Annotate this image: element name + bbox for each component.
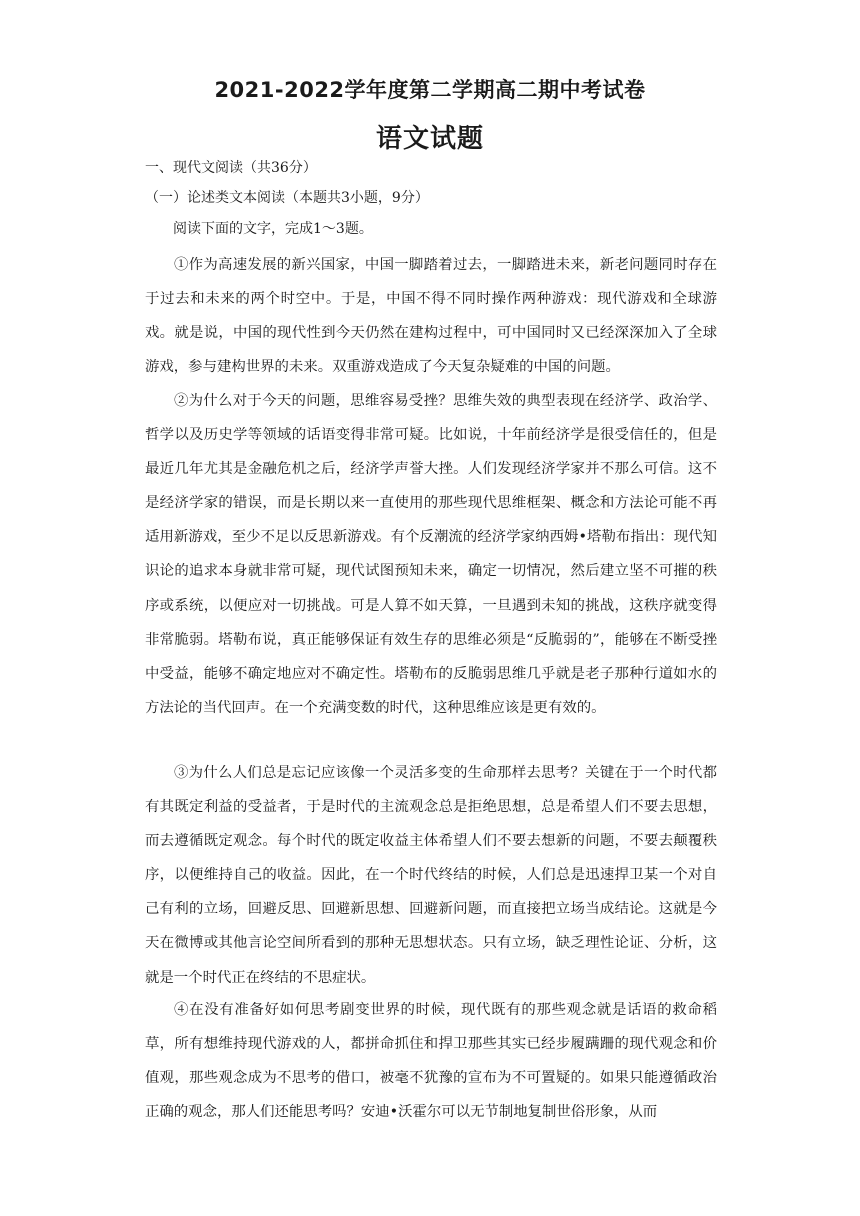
- passage-paragraph-2: ②为什么对于今天的问题，思维容易受挫？思维失效的典型表现在经济学、政治学、哲学以及历史学等领域的话语变得非常可疑。比如说，十年前经济学是很受信任的，但是最近几年尤其是金融危机之后，经济学声誉大挫。人们发现经济学家并不那么可信。这不是经济学家的错误，而是长期以来一直使用的那些现代思维框架、概念和方法论可能不再适用新游戏，至少不足以反思新游戏。有个反潮流的经济学家纳西姆•塔勒布指出：现代知识论的追求本身就非常可疑，现代试图预知未来，确定一切情况，然后建立坚不可摧的秩序或系统，以便应对一切挑战。可是人算不如天算，一旦遇到未知的挑战，这秩序就变得非常脆弱。塔勒布说，真正能够保证有效生存的思维必须是“反脆弱的”，能够在不断受挫中受益，能够不确定地应对不确定性。塔勒布的反脆弱思维几乎就是老子那种行道如水的方法论的当代回声。在一个充满变数的时代，这种思维应该是更有效的。: [145, 393, 717, 716]
- passage-paragraph-3: ③为什么人们总是忘记应该像一个灵活多变的生命那样去思考？关键在于一个时代都有其既定利益的受益者，于是时代的主流观念总是拒绝思想，总是希望人们不要去思想，而去遵循既定观念。每个时代的既定收益主体希望人们不要去想新的问题，不要去颠覆秩序，以便维持自己的收益。因此，在一个时代终结的时候，人们总是迅速捍卫某一个对自己有利的立场，回避反思、回避新思想、回避新问题，而直接把立场当成结论。这就是今天在微博或其他言论空间所看到的那种无思想状态。只有立场，缺乏理性论证、分析，这就是一个时代正在终结的不思症状。: [145, 765, 717, 986]
- subject-title: 语文试题: [375, 124, 484, 154]
- section-heading: 一、现代文阅读（共36分）: [145, 160, 317, 176]
- passage-paragraph-1: ①作为高速发展的新兴国家，中国一脚踏着过去，一脚踏进未来，新老问题同时存在于过去和未来的两个时空中。于是，中国不得不同时操作两种游戏：现代游戏和全球游戏。就是说，中国的现代性到今天仍然在建构过程中，可中国同时又已经深深加入了全球游戏，参与建构世界的未来。双重游戏造成了今天复杂疑难的中国的问题。: [145, 257, 717, 376]
- passage-paragraph-4: ④在没有准备好如何思考剧变世界的时候，现代既有的那些观念就是话语的救命稻草，所有想维持现代游戏的人，都拼命抓住和捍卫那些其实已经步履蹒跚的现代观念和价值观，那些观念成为不思考的借口，被毫不犹豫的宣布为不可置疑的。如果只能遵循政治正确的观念，那人们还能思考吗？安迪•沃霍尔可以无节制地复制世俗形象，从而: [145, 1002, 717, 1121]
- reading-instruction: 阅读下面的文字，完成1～3题。: [173, 221, 373, 237]
- subsection-heading: （一）论述类文本阅读（本题共3小题，9分）: [145, 190, 429, 206]
- exam-title: 2021-2022学年度第二学期高二期中考试卷: [214, 78, 646, 102]
